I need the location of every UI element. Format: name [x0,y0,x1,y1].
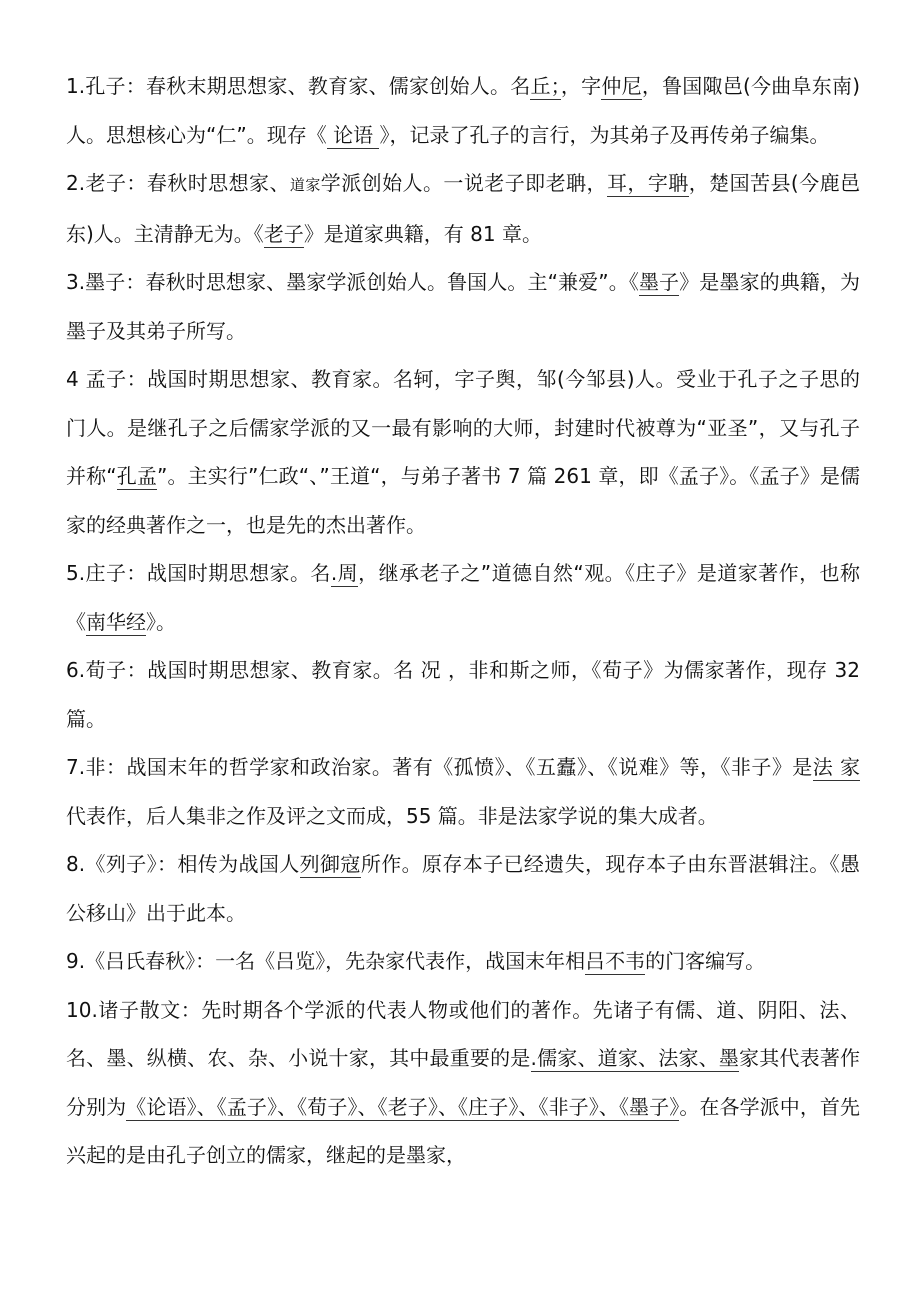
entry-text: 》是道家典籍，有 81 章。 [303,221,542,246]
entry-liezi [66,840,860,937]
entry-text: 9.《吕氏春秋》：一名《吕览》，先杂家代表作，战国末年相 [66,949,586,973]
document-body [66,62,860,1180]
entry-text: 8.《列子》：相传为战国人 [66,852,300,876]
underlined-answer: 南华经 [86,609,146,634]
entry-hanfei [66,743,860,840]
entry-text: 代表作，后人集非之作及评之文而成，55 篇。非是法家学说的集大成者。 [66,803,718,828]
entry-xunzi [66,646,860,743]
entry-text: 7.非：战国末年的哲学家和政治家。著有《孤愤》、《五蠹》、《说难》等，《非子》是 [66,755,813,779]
underlined-answer: 耳，字聃 [606,171,689,195]
entry-text: ，楚国苦县(今鹿邑东)人。主清静无为。《 [66,171,861,246]
underlined-answer: 仲尼 [601,74,642,98]
underlined-answer: 丘； [530,74,561,98]
entry-text: 所作。原存本子已经遗失，现存本子由东晋湛辑注。《愚公移山》出于此本。 [66,852,861,925]
underlined-answer: 列御寇 [299,852,361,876]
entry-mozi [66,258,860,355]
entry-lushi-chunqiu [66,937,860,986]
entry-laozi [66,159,860,258]
entry-text: ，继承老子之”道德自然“观。《庄子》是道家著作，也称《 [66,561,860,634]
entry-text: ，鲁国陬邑(今曲阜东南)人。思想核心为“仁”。现存《 [66,74,861,147]
entry-confucius [66,62,860,159]
entry-zhuzi-prose [66,986,860,1180]
entry-text: 1.孔子：春秋末期思想家、教育家、儒家创始人。名 [66,74,531,98]
underlined-answer: 论语 [326,122,380,147]
entry-text: 10.诸子散文：先时期各个学派的代表人物或他们的著作。先诸子有儒、道、阴阳、法、名、墨、纵横、农、杂、小说十家，其中最重要的是 [66,997,860,1070]
underlined-answer: 老子 [263,221,304,246]
entry-text: 》，记录了孔子的言行，为其弟子及再传弟子编集。 [379,122,830,147]
underlined-answer: 法 家 [812,755,860,779]
entry-text: 的门客编写。 [645,949,766,973]
entry-text: 》是墨家的典籍，为墨子及其弟子所写。 [66,270,861,343]
entry-text: 家其代表著作分别为 [66,1046,861,1119]
entry-text: 4 孟子：战国时期思想家、教育家。名轲，字子舆，邹(今邹县)人。受业于孔子之子思的门人。是继孔子之后儒家学派的又一最有影响的大师，封建时代被尊为“亚圣”，又与孔子并称“ [66,367,860,488]
entry-mencius [66,355,860,549]
underlined-answer: .儒家、道家、法家、墨 [530,1046,740,1070]
entry-text: 6.荀子：战国时期思想家、教育家。名 况 ，非和斯之师，《荀子》为儒家著作，现存 32 篇。 [66,658,860,731]
underlined-answer: 墨子 [638,270,680,294]
entry-text: ，字 [560,74,602,98]
entry-text: ”。主实行”仁政“、”王道“，与弟子著书 7 篇 261 章，即《孟子》。《孟子》是儒家的经典著作之一，也是先的杰出著作。 [66,464,860,537]
entry-text: 。在各学派中，首先兴起的是由孔子创立的儒家，继起的是墨家， [66,1094,861,1167]
entry-zhuangzi [66,549,860,646]
entry-text: 3.墨子：春秋时思想家、墨家学派创始人。鲁国人。主“兼爱”。《 [66,270,639,294]
underlined-answer: .周 [330,561,359,585]
entry-text: 学派创始人。一说老子即老聃， [320,171,607,195]
entry-text: 2.老子：春秋时思想家、 [66,171,290,195]
underlined-answer: 吕不韦 [585,949,646,973]
underlined-answer: 孔孟 [116,464,158,488]
small-answer: 道家 [289,176,321,194]
entry-text: 》。 [146,609,176,634]
entry-text: 5.庄子：战国时期思想家。名 [66,561,331,585]
underlined-answer: 《论语》、《孟子》、《荀子》、《老子》、《庄子》、《非子》、《墨子》 [126,1094,680,1119]
